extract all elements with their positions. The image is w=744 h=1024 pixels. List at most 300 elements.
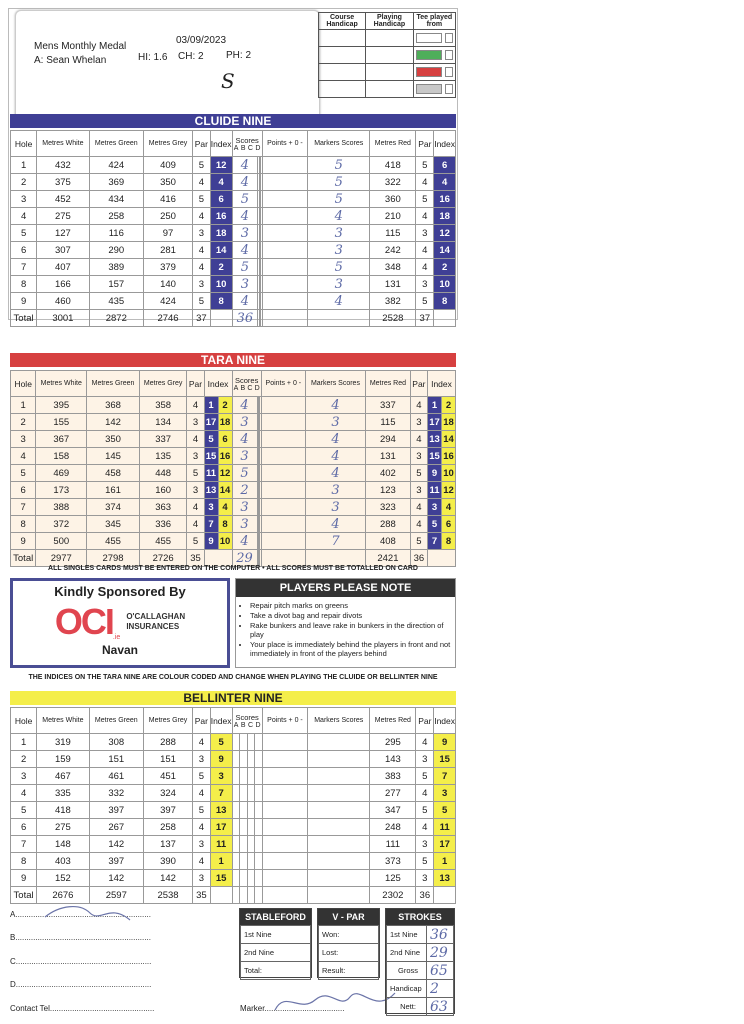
- par: 4: [187, 397, 204, 414]
- points[interactable]: [262, 785, 307, 802]
- index-secondary: 2: [218, 397, 232, 414]
- points[interactable]: [261, 482, 305, 499]
- score-a[interactable]: [232, 819, 240, 836]
- red-index-primary: 13: [428, 431, 442, 448]
- player-name: A: Sean Whelan: [34, 55, 107, 66]
- score-d[interactable]: [255, 802, 263, 819]
- score-c-label: C: [247, 721, 254, 729]
- strokes-nett-label: Nett:: [387, 998, 427, 1016]
- red-par: 3: [410, 482, 427, 499]
- points[interactable]: [261, 533, 305, 550]
- total-green: 2798: [87, 550, 140, 567]
- red-index-secondary: 8: [442, 533, 456, 550]
- score-a[interactable]: 4: [232, 293, 258, 310]
- index: 13: [210, 802, 232, 819]
- red-index-secondary: 12: [442, 482, 456, 499]
- stableford-first[interactable]: 1st Nine: [241, 926, 311, 944]
- score-d[interactable]: [255, 853, 263, 870]
- index: 16: [210, 208, 232, 225]
- index: 8: [210, 293, 232, 310]
- total-score-a[interactable]: [232, 887, 240, 904]
- score-a[interactable]: 4: [232, 397, 257, 414]
- points[interactable]: [262, 157, 307, 174]
- score-a[interactable]: 5: [232, 191, 258, 208]
- par: 4: [193, 734, 211, 751]
- col-red-par: Par: [410, 371, 427, 397]
- marker-score[interactable]: [308, 802, 370, 819]
- red-index: 16: [434, 191, 456, 208]
- points[interactable]: [261, 431, 305, 448]
- red-index: 1: [434, 853, 456, 870]
- metres-green: 397: [89, 853, 143, 870]
- hole-row-3: [11, 191, 456, 208]
- col-markers: Markers Scores: [308, 708, 370, 734]
- red-index: 6: [434, 157, 456, 174]
- score-a[interactable]: 4: [232, 242, 258, 259]
- red-par: 4: [416, 174, 434, 191]
- stableford-title: STABLEFORD: [240, 909, 311, 925]
- total-green: 2597: [89, 887, 143, 904]
- col-index: Index: [210, 708, 232, 734]
- index-primary: 13: [204, 482, 218, 499]
- red-par: 3: [416, 751, 434, 768]
- score-c[interactable]: [247, 836, 255, 853]
- strokes-second-value[interactable]: 29: [427, 944, 454, 962]
- total-points[interactable]: [262, 887, 307, 904]
- hole-row-1: [11, 734, 456, 751]
- index-secondary: 12: [218, 465, 232, 482]
- marker-score[interactable]: [308, 870, 370, 887]
- score-b[interactable]: [240, 870, 248, 887]
- red-par: 3: [416, 870, 434, 887]
- bellinter-scorecard: [10, 707, 456, 904]
- marker-score[interactable]: 5: [308, 157, 370, 174]
- metres-red: 131: [366, 448, 411, 465]
- score-b[interactable]: [240, 734, 248, 751]
- marker-score[interactable]: 5: [308, 191, 370, 208]
- metres-white: 460: [37, 293, 89, 310]
- score-c[interactable]: [247, 802, 255, 819]
- signature-d[interactable]: D.............................................................: [10, 980, 152, 989]
- marker-score[interactable]: 3: [305, 414, 365, 431]
- metres-green: 290: [89, 242, 143, 259]
- score-b-label: B: [240, 721, 246, 729]
- points[interactable]: [262, 293, 307, 310]
- points[interactable]: [262, 191, 307, 208]
- handwritten-signature-marker: [270, 985, 400, 1020]
- score-a[interactable]: 4: [232, 174, 258, 191]
- total-score-a[interactable]: 29: [232, 550, 257, 567]
- score-b[interactable]: [240, 751, 248, 768]
- score-b[interactable]: [240, 853, 248, 870]
- metres-white: 319: [37, 734, 89, 751]
- red-par: 4: [416, 734, 434, 751]
- hole-row-9: [11, 870, 456, 887]
- metres-grey: 151: [143, 751, 192, 768]
- total-points[interactable]: [261, 550, 305, 567]
- marker-score[interactable]: 4: [305, 516, 365, 533]
- index-primary: 3: [204, 499, 218, 516]
- score-c[interactable]: [247, 870, 255, 887]
- red-index: 5: [434, 802, 456, 819]
- score-d[interactable]: [255, 734, 263, 751]
- players-note-item-2: • Take a divot bag and repair divots: [250, 611, 455, 620]
- metres-grey: 288: [143, 734, 192, 751]
- par: 4: [193, 853, 211, 870]
- par: 4: [193, 259, 211, 276]
- metres-green: 435: [89, 293, 143, 310]
- total-markers[interactable]: [308, 887, 370, 904]
- marker-score[interactable]: 4: [305, 431, 365, 448]
- marker-score[interactable]: 3: [308, 225, 370, 242]
- red-par: 4: [416, 819, 434, 836]
- red-index-primary: 15: [428, 448, 442, 465]
- red-tee-box[interactable]: [445, 67, 453, 77]
- red-par: 5: [416, 768, 434, 785]
- points[interactable]: [261, 414, 305, 431]
- marker-score[interactable]: 3: [308, 276, 370, 293]
- score-a[interactable]: [232, 751, 240, 768]
- marker-score[interactable]: 4: [305, 448, 365, 465]
- marker-score[interactable]: [308, 768, 370, 785]
- points[interactable]: [262, 819, 307, 836]
- score-a[interactable]: [232, 853, 240, 870]
- score-d[interactable]: [255, 751, 263, 768]
- points[interactable]: [261, 448, 305, 465]
- col-red-par: Par: [416, 131, 434, 157]
- green-tee-swatch: [416, 50, 442, 60]
- total-score-d[interactable]: [255, 887, 263, 904]
- red-index: 12: [434, 225, 456, 242]
- strokes-first-label: 1st Nine: [387, 926, 427, 944]
- index: 10: [210, 276, 232, 293]
- score-b[interactable]: [240, 768, 248, 785]
- score-a[interactable]: 2: [232, 482, 257, 499]
- hole-row-1: [11, 157, 456, 174]
- metres-red: 294: [366, 431, 411, 448]
- col-metres-white: Metres White: [36, 371, 87, 397]
- red-index: 11: [434, 819, 456, 836]
- stableford-box: [239, 908, 312, 978]
- strokes-gross-value[interactable]: 65: [427, 962, 454, 980]
- total-markers[interactable]: [308, 310, 370, 327]
- red-index-primary: 11: [428, 482, 442, 499]
- metres-red: 277: [370, 785, 416, 802]
- index: 1: [210, 853, 232, 870]
- marker-score[interactable]: 3: [305, 499, 365, 516]
- score-a[interactable]: [232, 836, 240, 853]
- points[interactable]: [262, 870, 307, 887]
- points[interactable]: [261, 499, 305, 516]
- metres-white: 375: [37, 174, 89, 191]
- index-secondary: 4: [218, 499, 232, 516]
- hole-row-5: [11, 225, 456, 242]
- metres-green: 145: [87, 448, 140, 465]
- hole-row-4: [11, 785, 456, 802]
- points[interactable]: [262, 751, 307, 768]
- total-red-index: [428, 550, 456, 567]
- score-a[interactable]: 5: [232, 259, 258, 276]
- total-points[interactable]: [262, 310, 307, 327]
- points[interactable]: [262, 802, 307, 819]
- par: 3: [193, 276, 211, 293]
- points[interactable]: [261, 397, 305, 414]
- score-a[interactable]: 4: [232, 533, 257, 550]
- total-label: Total: [11, 550, 36, 567]
- red-index-primary: 9: [428, 465, 442, 482]
- points[interactable]: [262, 276, 307, 293]
- header-row: [11, 371, 456, 397]
- red-par: 5: [410, 533, 427, 550]
- hole-number: 3: [11, 768, 37, 785]
- marker-score[interactable]: [308, 785, 370, 802]
- marker-score[interactable]: 5: [308, 174, 370, 191]
- hole-row-8: [11, 516, 456, 533]
- metres-grey: 324: [143, 785, 192, 802]
- col-scores: [232, 371, 261, 397]
- green-tee-box[interactable]: [445, 50, 453, 60]
- red-par: 3: [410, 414, 427, 431]
- index: 7: [210, 785, 232, 802]
- white-tee-box[interactable]: [445, 33, 453, 43]
- score-a-label: A: [233, 721, 239, 729]
- col-par: Par: [193, 131, 211, 157]
- score-d[interactable]: [255, 819, 263, 836]
- red-index: 18: [434, 208, 456, 225]
- col-markers: Markers Scores: [308, 131, 370, 157]
- score-b[interactable]: [240, 836, 248, 853]
- total-grey: 2726: [139, 550, 187, 567]
- points[interactable]: [262, 242, 307, 259]
- metres-white: 275: [37, 208, 89, 225]
- stableford-second[interactable]: 2nd Nine: [241, 944, 311, 962]
- marker-score[interactable]: 4: [308, 208, 370, 225]
- score-b[interactable]: [240, 819, 248, 836]
- col-red-index: Index: [428, 371, 456, 397]
- score-a[interactable]: 3: [232, 225, 258, 242]
- score-a[interactable]: 3: [232, 276, 258, 293]
- index-secondary: 6: [218, 431, 232, 448]
- score-a[interactable]: 3: [232, 516, 257, 533]
- par: 3: [187, 414, 204, 431]
- vpar-title: V - PAR: [318, 909, 379, 925]
- grey-tee-box[interactable]: [445, 84, 453, 94]
- hole-number: 4: [11, 448, 36, 465]
- players-note-title: PLAYERS PLEASE NOTE: [236, 579, 455, 597]
- hole-row-7: [11, 499, 456, 516]
- marker-signature[interactable]: Marker....................................: [240, 1004, 345, 1013]
- strokes-handicap-value[interactable]: 2: [427, 980, 454, 998]
- total-grey: 2746: [143, 310, 192, 327]
- par: 5: [187, 465, 204, 482]
- metres-red: 337: [366, 397, 411, 414]
- marker-score[interactable]: [308, 853, 370, 870]
- hole-row-8: [11, 853, 456, 870]
- score-c[interactable]: [247, 751, 255, 768]
- metres-green: 461: [89, 768, 143, 785]
- score-d[interactable]: [255, 785, 263, 802]
- marker-score[interactable]: [308, 734, 370, 751]
- metres-grey: 97: [143, 225, 192, 242]
- score-c[interactable]: [247, 853, 255, 870]
- marker-score[interactable]: [308, 819, 370, 836]
- metres-white: 395: [36, 397, 87, 414]
- metres-green: 350: [87, 431, 140, 448]
- vpar-lost[interactable]: Lost:: [319, 944, 379, 962]
- points[interactable]: [261, 465, 305, 482]
- handwritten-mark: S: [221, 69, 235, 93]
- metres-white: 173: [36, 482, 87, 499]
- par: 4: [193, 242, 211, 259]
- score-c[interactable]: [247, 768, 255, 785]
- marker-score[interactable]: 3: [305, 482, 365, 499]
- score-a[interactable]: [232, 785, 240, 802]
- contact-tel[interactable]: Contact Tel...............................................: [10, 1004, 155, 1013]
- marker-score[interactable]: [308, 751, 370, 768]
- strokes-first-value[interactable]: 36: [427, 926, 454, 944]
- points[interactable]: [262, 836, 307, 853]
- points[interactable]: [262, 734, 307, 751]
- col-par: Par: [193, 708, 211, 734]
- score-a[interactable]: 4: [232, 157, 258, 174]
- score-a[interactable]: [232, 734, 240, 751]
- total-red-index: [434, 887, 456, 904]
- metres-green: 434: [89, 191, 143, 208]
- signature-b[interactable]: B.............................................................: [10, 933, 151, 942]
- points[interactable]: [262, 225, 307, 242]
- points[interactable]: [262, 174, 307, 191]
- metres-grey: 250: [143, 208, 192, 225]
- sponsor-box: [10, 578, 230, 668]
- strokes-nett-value[interactable]: 63: [427, 998, 454, 1016]
- metres-red: 143: [370, 751, 416, 768]
- score-a[interactable]: 3: [232, 448, 257, 465]
- score-c[interactable]: [247, 819, 255, 836]
- total-label: Total: [11, 887, 37, 904]
- metres-grey: 416: [143, 191, 192, 208]
- metres-grey: 135: [139, 448, 187, 465]
- score-b[interactable]: [240, 802, 248, 819]
- red-index: 17: [434, 836, 456, 853]
- oci-logo: OCI: [54, 601, 113, 642]
- metres-grey: 258: [143, 819, 192, 836]
- metres-grey: 451: [143, 768, 192, 785]
- red-index-secondary: 16: [442, 448, 456, 465]
- total-score-b[interactable]: [240, 887, 248, 904]
- score-d[interactable]: [255, 870, 263, 887]
- strokes-second-label: 2nd Nine: [387, 944, 427, 962]
- points[interactable]: [262, 208, 307, 225]
- strokes-handicap-label: Handicap: [387, 980, 427, 998]
- stableford-total[interactable]: Total:: [241, 962, 311, 980]
- marker-score[interactable]: 4: [305, 397, 365, 414]
- marker-score[interactable]: 5: [308, 259, 370, 276]
- par: 5: [187, 533, 204, 550]
- marker-score[interactable]: 4: [308, 293, 370, 310]
- metres-grey: 140: [143, 276, 192, 293]
- red-index: 13: [434, 870, 456, 887]
- total-markers[interactable]: [305, 550, 365, 567]
- hole-number: 9: [11, 533, 36, 550]
- hole-number: 5: [11, 465, 36, 482]
- total-red-par: 36: [416, 887, 434, 904]
- score-c[interactable]: [247, 785, 255, 802]
- signature-c[interactable]: C.............................................................: [10, 957, 152, 966]
- points[interactable]: [262, 259, 307, 276]
- red-index: 9: [434, 734, 456, 751]
- score-a[interactable]: [232, 802, 240, 819]
- computer-note: ALL SINGLES CARDS MUST BE ENTERED ON THE COMPUTER • ALL SCORES MUST BE TOTALLED ON CARD: [48, 565, 418, 572]
- par: 3: [187, 448, 204, 465]
- score-d[interactable]: [255, 768, 263, 785]
- col-metres-red: Metres Red: [370, 708, 416, 734]
- points[interactable]: [262, 768, 307, 785]
- marker-score[interactable]: 3: [308, 242, 370, 259]
- score-b[interactable]: [240, 785, 248, 802]
- score-a[interactable]: 4: [232, 431, 257, 448]
- marker-score[interactable]: 4: [305, 465, 365, 482]
- metres-grey: 424: [143, 293, 192, 310]
- total-score-c[interactable]: [247, 887, 255, 904]
- metres-green: 258: [89, 208, 143, 225]
- par: 3: [187, 482, 204, 499]
- total-white: 2676: [37, 887, 89, 904]
- metres-white: 403: [37, 853, 89, 870]
- points[interactable]: [262, 853, 307, 870]
- score-a[interactable]: 5: [232, 465, 257, 482]
- red-index-primary: 1: [428, 397, 442, 414]
- metres-red: 210: [370, 208, 416, 225]
- hole-number: 2: [11, 174, 37, 191]
- vpar-result[interactable]: Result:: [319, 962, 379, 980]
- metres-white: 452: [37, 191, 89, 208]
- total-row: [11, 550, 456, 567]
- score-a[interactable]: 4: [232, 208, 258, 225]
- players-note-list: [236, 601, 455, 658]
- metres-green: 267: [89, 819, 143, 836]
- metres-red: 322: [370, 174, 416, 191]
- total-red-par: 36: [410, 550, 427, 567]
- metres-white: 155: [36, 414, 87, 431]
- hole-row-5: [11, 802, 456, 819]
- metres-green: 368: [87, 397, 140, 414]
- header-row: [11, 708, 456, 734]
- marker-score[interactable]: [308, 836, 370, 853]
- vpar-won[interactable]: Won:: [319, 926, 379, 944]
- red-index: 15: [434, 751, 456, 768]
- red-par: 3: [410, 448, 427, 465]
- sponsor-title: Kindly Sponsored By: [54, 584, 186, 599]
- hole-row-4: [11, 208, 456, 225]
- score-a[interactable]: [232, 768, 240, 785]
- hole-number: 1: [11, 157, 37, 174]
- red-par: 4: [416, 242, 434, 259]
- marker-score[interactable]: 7: [305, 533, 365, 550]
- metres-red: 125: [370, 870, 416, 887]
- score-d[interactable]: [255, 836, 263, 853]
- metres-red: 373: [370, 853, 416, 870]
- hole-row-6: [11, 242, 456, 259]
- score-a[interactable]: 3: [232, 499, 257, 516]
- score-c[interactable]: [247, 734, 255, 751]
- signature-a[interactable]: A.............................................................: [10, 910, 151, 919]
- par: 5: [193, 293, 211, 310]
- points[interactable]: [261, 516, 305, 533]
- score-a[interactable]: 3: [232, 414, 257, 431]
- total-grey: 2538: [143, 887, 192, 904]
- score-a[interactable]: [232, 870, 240, 887]
- total-score-a[interactable]: 36: [232, 310, 258, 327]
